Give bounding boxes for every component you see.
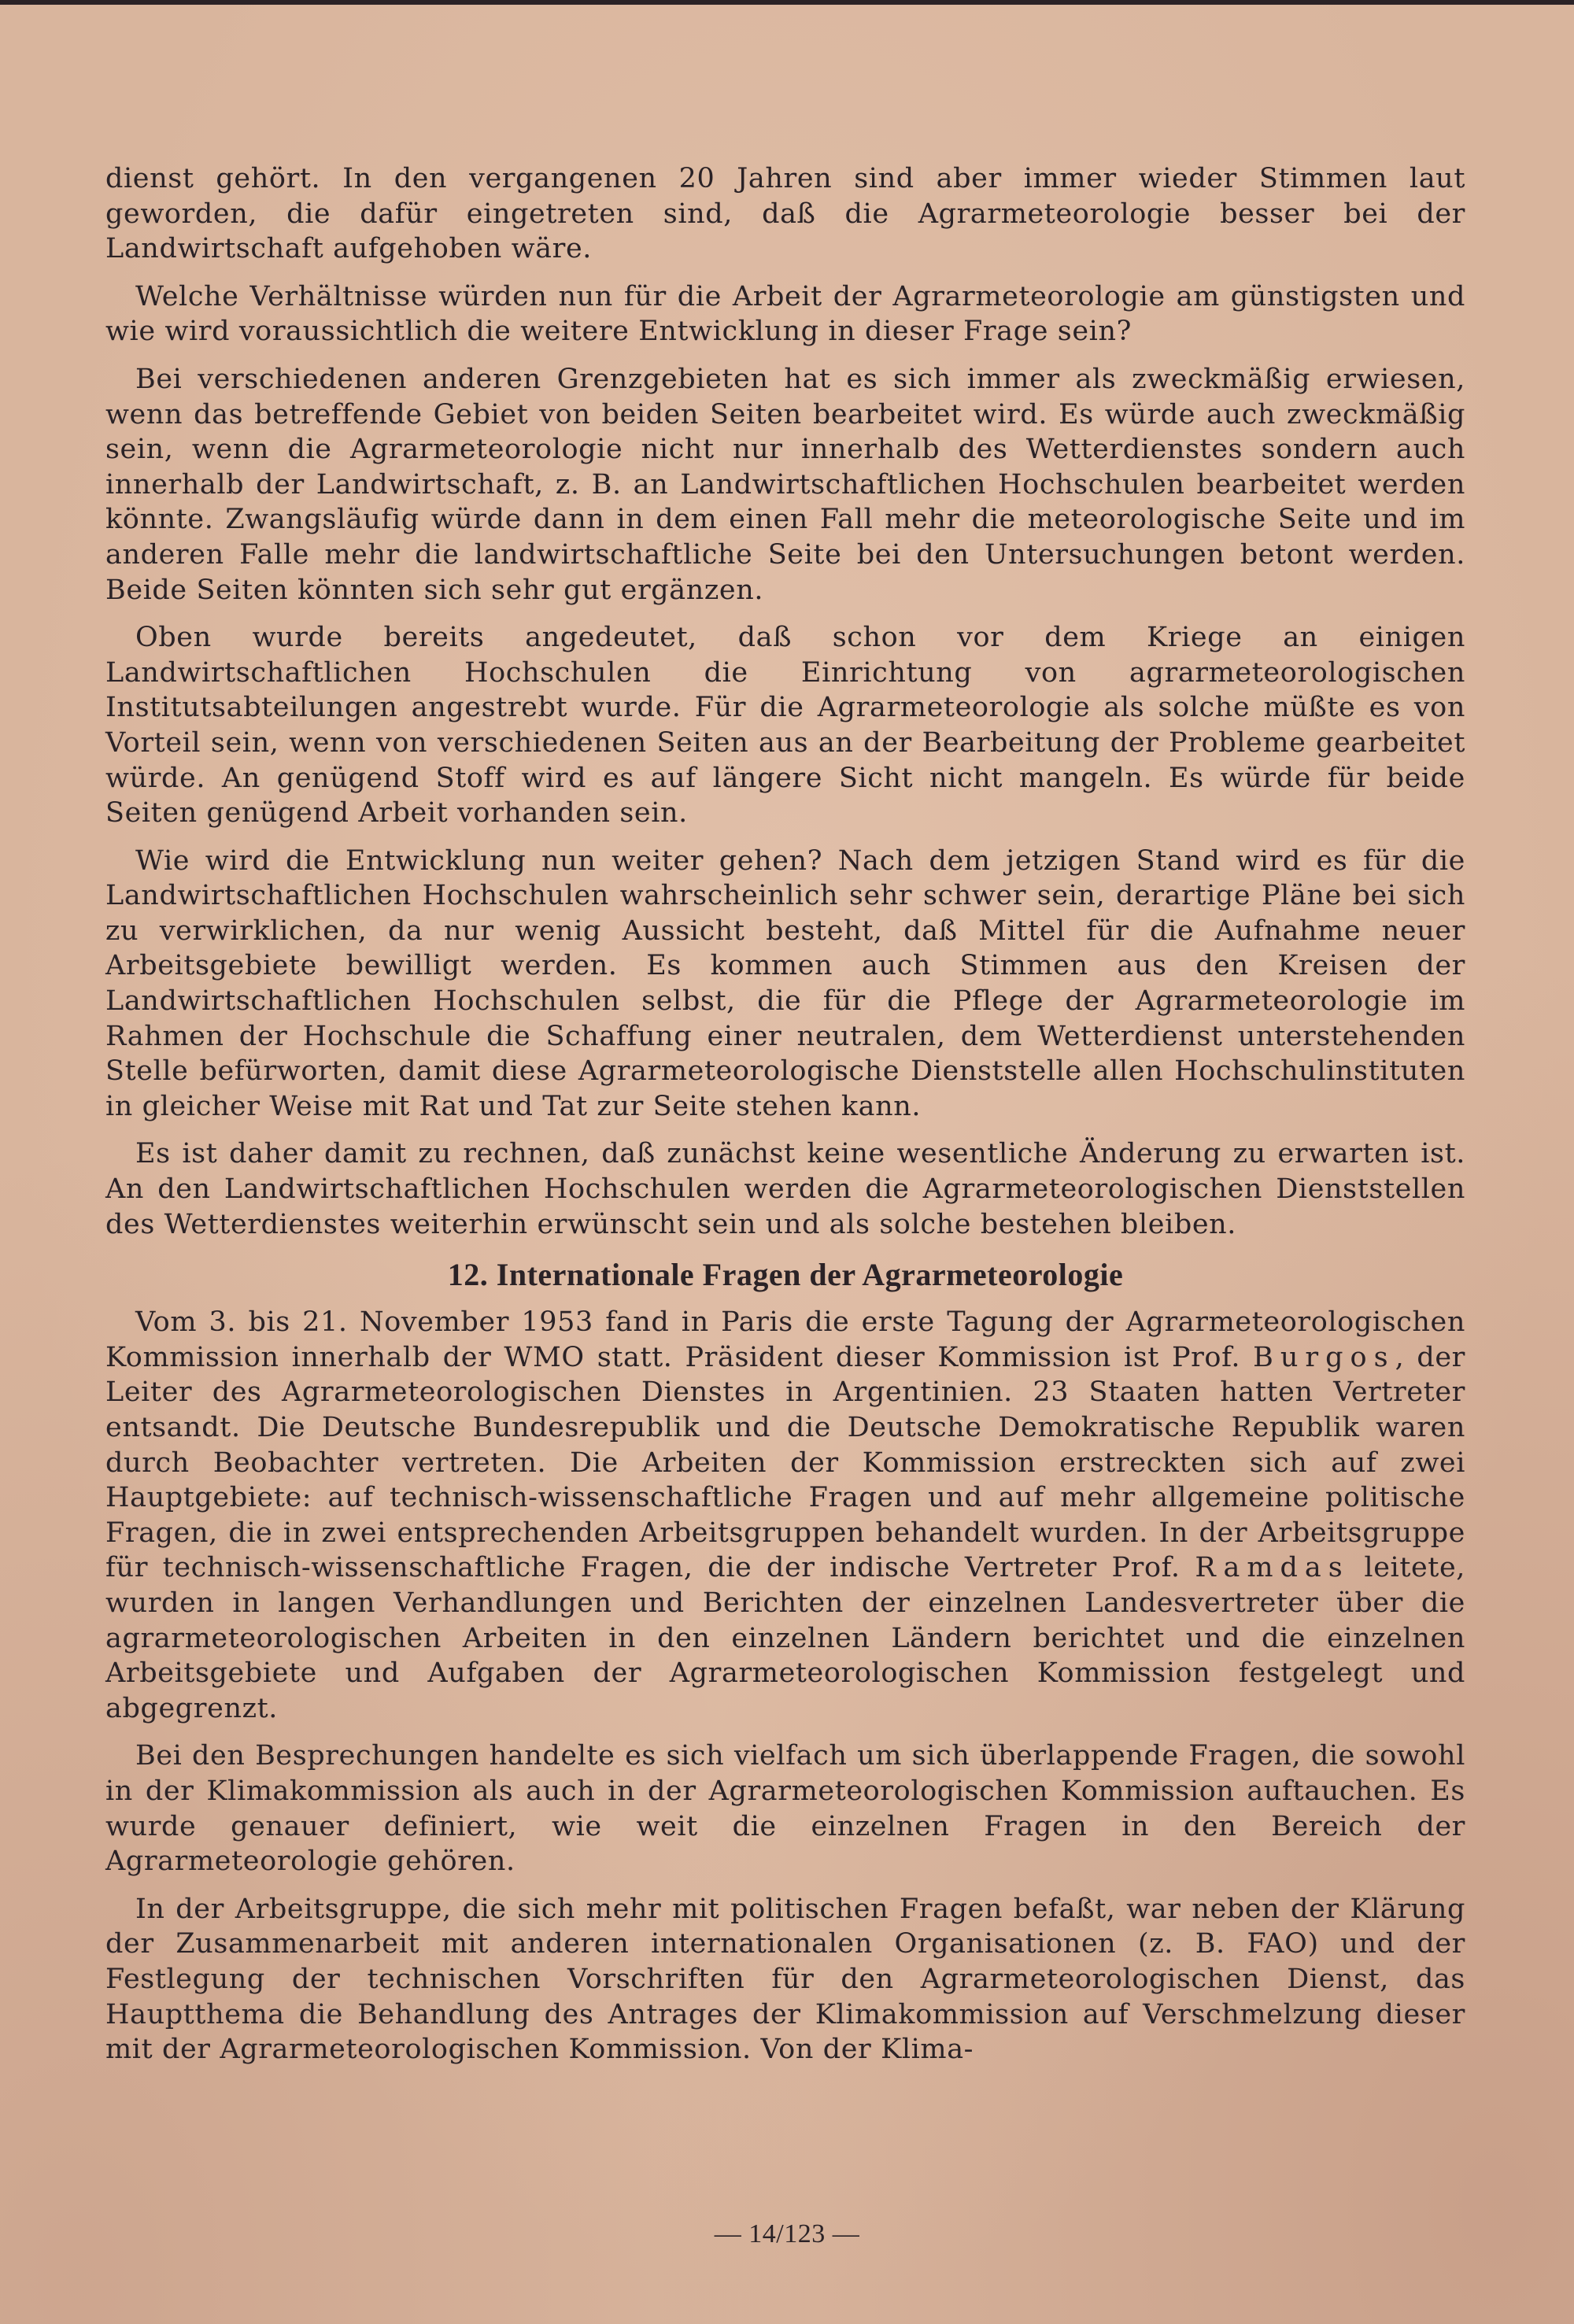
- page-top-edge: [0, 0, 1574, 5]
- paragraph: [105, 1305, 1465, 1726]
- paragraph-text: leitete, wurden in langen Verhandlungen und Berichten der einzelnen Landesvertreter über die agrarmeteorologischen Arbeiten in den einzelnen Ländern berichtet und die einzelnen Arbeitsgebiete und Aufgaben der Agrarmeteorologischen Kommission festgelegt und abgegrenzt.: [105, 1552, 1466, 1724]
- section-heading: 12. Internationale Fragen der Agrarmeteorologie: [447, 1257, 1124, 1293]
- paragraph: Oben wurde bereits angedeutet, daß schon vor dem Kriege an einigen Landwirtschaftlichen Hochschulen die Einrichtung von agrarmeteorologischen Institutsabteilungen angestrebt wurde. Für die Agrarmeteorologie als solche müßte es von Vorteil sein, wenn von verschiedenen Seiten aus an der Bearbeitung der Probleme gearbeitet würde. An genügend Stoff wird es auf längere Sicht nicht mangeln. Es würde für beide Seiten genügend Arbeit vorhanden sein.: [105, 622, 1465, 829]
- paragraph: In der Arbeitsgruppe, die sich mehr mit politischen Fragen befaßt, war neben der Klärung der Zusammenarbeit mit anderen internationalen Organisationen (z. B. FAO) und der Festlegung der technischen Vorschriften für den Agrarmeteorologischen Dienst, das Hauptthema die Behandlung des Antrages der Klimakommission auf Verschmelzung dieser mit der Agrarmeteorologischen Kommission. Von der Klima-: [105, 1893, 1465, 2066]
- paragraph: Bei verschiedenen anderen Grenzgebieten hat es sich immer als zweckmäßig erwiesen, wenn das betreffende Gebiet von beiden Seiten bearbeitet wird. Es würde auch zweckmäßig sein, wenn die Agrarmeteorologie nicht nur innerhalb des Wetterdienstes sondern auch innerhalb der Landwirtschaft, z. B. an Landwirtschaftlichen Hochschulen bearbeitet werden könnte. Zwangsläufig würde dann in dem einen Fall mehr die meteorologische Seite und im anderen Falle mehr die landwirtschaftliche Seite bei den Untersuchungen betont werden. Beide Seiten könnten sich sehr gut ergänzen.: [105, 363, 1465, 606]
- person-name: Ramdas: [1195, 1552, 1350, 1584]
- paragraph: Bei den Besprechungen handelte es sich vielfach um sich überlappende Fragen, die sowohl in der Klimakommission als auch in der Agrarmeteorologischen Kommission auftauchen. Es wurde genauer definiert, wie weit die einzelnen Fragen in den Bereich der Agrarmeteorologie gehören.: [105, 1740, 1465, 1878]
- paragraph-continuation: dienst gehört. In den vergangenen 20 Jahren sind aber immer wieder Stimmen laut geworden, die dafür eingetreten sind, daß die Agrarmeteorologie besser bei der Landwirtschaft aufgehoben wäre.: [105, 163, 1465, 265]
- paragraph-text: , der Leiter des Agrarmeteorologischen Dienstes in Argentinien. 23 Staaten hatten Vertreter entsandt. Die Deutsche Bundesrepublik und die Deutsche Demokratische Republik waren durch Beobachter vertreten. Die Arbeiten der Kommission erstreckten sich auf zwei Hauptgebiete: auf technisch-wissenschaftliche Fragen und auf mehr allgemeine politische Fragen, die in zwei entsprechenden Arbeitsgruppen behandelt wurden. In der Arbeitsgruppe für technisch-wissenschaftliche Fragen, die der indische Vertreter Prof.: [105, 1341, 1465, 1584]
- paragraph: Welche Verhältnisse würden nun für die Arbeit der Agrarmeteorologie am günstigsten und wie wird voraussichtlich die weitere Entwicklung in dieser Frage sein?: [105, 280, 1465, 348]
- person-name: Burgos: [1253, 1341, 1395, 1373]
- paragraph: Es ist daher damit zu rechnen, daß zunächst keine wesentliche Änderung zu erwarten ist. An den Landwirtschaftlichen Hochschulen werden die Agrarmeteorologischen Dienststellen des Wetterdienstes weiterhin erwünscht sein und als solche bestehen bleiben.: [105, 1138, 1465, 1240]
- paragraph-text: Vom 3. bis 21. November 1953 fand in Paris die erste Tagung der Agrarmeteorologischen Kommission innerhalb der WMO statt. Präsident dieser Kommission ist Prof.: [105, 1306, 1465, 1373]
- page-body: [105, 161, 1465, 2080]
- paragraph: Wie wird die Entwicklung nun weiter gehen? Nach dem jetzigen Stand wird es für die Landwirtschaftlichen Hochschulen wahrscheinlich sehr schwer sein, derartige Pläne bei sich zu verwirklichen, da nur wenig Aussicht besteht, daß Mittel für die Aufnahme neuer Arbeitsgebiete bewilligt werden. Es kommen auch Stimmen aus den Kreisen der Landwirtschaftlichen Hochschulen selbst, die für die Pflege der Agrarmeteorologie im Rahmen der Hochschule die Schaffung einer neutralen, dem Wetterdienst unterstehenden Stelle befürworten, damit diese Agrarmeteorologische Dienststelle allen Hochschulinstituten in gleicher Weise mit Rat und Tat zur Seite stehen kann.: [105, 844, 1465, 1122]
- page-number: — 14/123 —: [714, 2219, 860, 2248]
